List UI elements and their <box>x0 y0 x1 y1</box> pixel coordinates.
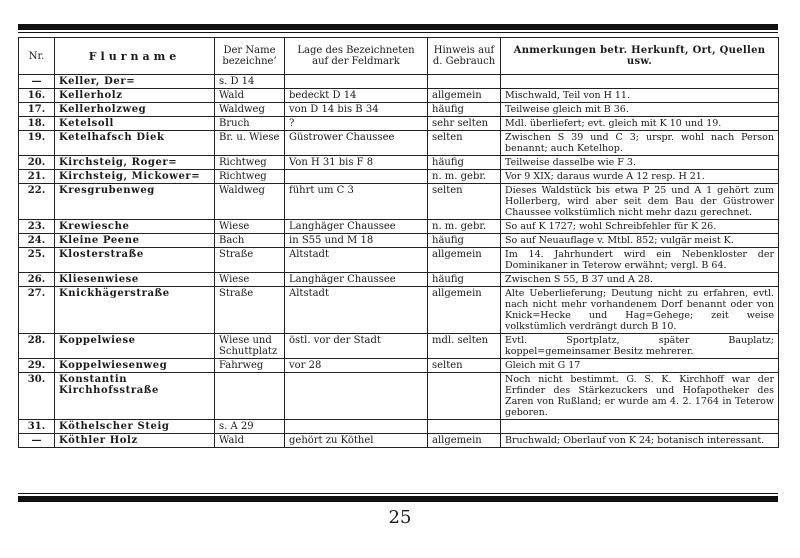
table-row <box>19 184 779 220</box>
row-anmerkung: So auf Neuauflage v. Mtbl. 852; vulgär meist K. <box>501 234 779 248</box>
row-name-bezeichnet: Waldweg <box>215 184 285 220</box>
row-hinweis: häufig <box>428 156 501 170</box>
row-hinweis: häufig <box>428 103 501 117</box>
row-anmerkung: Mischwald, Teil von H 11. <box>501 89 779 103</box>
row-flurname: Klosterstraße <box>55 248 215 273</box>
row-nr: 16. <box>19 89 55 103</box>
row-nr: — <box>19 434 55 448</box>
row-anmerkung: So auf K 1727; wohl Schreibfehler für K 26. <box>501 220 779 234</box>
row-lage: Altstadt <box>285 248 428 273</box>
row-nr: — <box>19 75 55 89</box>
row-flurname: Koppelwiesenweg <box>55 359 215 373</box>
row-anmerkung: Im 14. Jahrhundert wird ein Nebenkloster der Dominikaner in Teterow erwähnt; vergl. B 64. <box>501 248 779 273</box>
row-hinweis: n. m. gebr. <box>428 170 501 184</box>
header-flurname: Flurname <box>55 38 215 75</box>
row-anmerkung <box>501 420 779 434</box>
row-anmerkung <box>501 75 779 89</box>
header-name-bezeichnet: Der Name bezeichne’ <box>215 38 285 75</box>
row-flurname: Ketelsoll <box>55 117 215 131</box>
row-nr: 17. <box>19 103 55 117</box>
row-name-bezeichnet: Wald <box>215 89 285 103</box>
row-hinweis: n. m. gebr. <box>428 220 501 234</box>
row-name-bezeichnet: Bach <box>215 234 285 248</box>
row-name-bezeichnet: Wiese <box>215 220 285 234</box>
row-lage <box>285 170 428 184</box>
top-rule <box>18 24 778 30</box>
header-lage: Lage des Bezeichneten auf der Feldmark <box>285 38 428 75</box>
row-hinweis <box>428 373 501 420</box>
row-lage: führt um C 3 <box>285 184 428 220</box>
row-name-bezeichnet: Bruch <box>215 117 285 131</box>
row-anmerkung: Zwischen S 39 und C 3; urspr. wohl nach Person benannt; auch Ketelhop. <box>501 131 779 156</box>
row-flurname: Knickhägerstraße <box>55 287 215 334</box>
row-hinweis: allgemein <box>428 248 501 273</box>
row-flurname: Keller, Der= <box>55 75 215 89</box>
row-nr: 18. <box>19 117 55 131</box>
row-flurname: Kresgrubenweg <box>55 184 215 220</box>
table-row <box>19 234 779 248</box>
row-nr: 30. <box>19 373 55 420</box>
row-nr: 29. <box>19 359 55 373</box>
header-nr: Nr. <box>19 38 55 75</box>
row-lage: Güstrower Chaussee <box>285 131 428 156</box>
header-anmerkungen: Anmerkungen betr. Herkunft, Ort, Quellen usw. <box>501 38 779 75</box>
row-nr: 23. <box>19 220 55 234</box>
table-row <box>19 373 779 420</box>
row-anmerkung: Dieses Waldstück bis etwa P 25 und A 1 gehört zum Hollerberg, wird aber seit dem Bau der Güstrower Chaussee volkstümlich nicht mehr dazu gerechnet. <box>501 184 779 220</box>
row-flurname: Kleine Peene <box>55 234 215 248</box>
row-lage: von D 14 bis B 34 <box>285 103 428 117</box>
bottom-rule-thin <box>18 493 778 494</box>
row-lage <box>285 75 428 89</box>
row-hinweis <box>428 75 501 89</box>
row-hinweis: häufig <box>428 234 501 248</box>
row-anmerkung: Noch nicht bestimmt. G. S. K. Kirchhoff war der Erfinder des Stärkezuckers und Hofapotheker des Zaren von Rußland; er wurde am 4. 2. 1764 in Teterow geboren. <box>501 373 779 420</box>
row-anmerkung: Bruchwald; Oberlauf von K 24; botanisch interessant. <box>501 434 779 448</box>
row-lage: Langhäger Chaussee <box>285 273 428 287</box>
row-lage: ? <box>285 117 428 131</box>
table-row <box>19 273 779 287</box>
row-name-bezeichnet: Waldweg <box>215 103 285 117</box>
row-flurname: Kirchsteig, Roger= <box>55 156 215 170</box>
table-row <box>19 359 779 373</box>
row-lage <box>285 420 428 434</box>
row-anmerkung: Teilweise dasselbe wie F 3. <box>501 156 779 170</box>
table-row <box>19 420 779 434</box>
table-row <box>19 170 779 184</box>
row-lage: Langhäger Chaussee <box>285 220 428 234</box>
flurnamen-table <box>18 37 779 448</box>
row-anmerkung: Evtl. Sportplatz, später Bauplatz; koppel=gemeinsamer Besitz mehrerer. <box>501 334 779 359</box>
table-row <box>19 131 779 156</box>
row-anmerkung: Vor 9 XIX; daraus wurde A 12 resp. H 21. <box>501 170 779 184</box>
row-lage: Altstadt <box>285 287 428 334</box>
row-name-bezeichnet: Straße <box>215 287 285 334</box>
row-flurname: Köthler Holz <box>55 434 215 448</box>
top-rule-thin <box>18 32 778 33</box>
row-nr: 20. <box>19 156 55 170</box>
row-anmerkung: Zwischen S 55, B 37 und A 28. <box>501 273 779 287</box>
row-anmerkung: Gleich mit G 17 <box>501 359 779 373</box>
row-flurname: Köthelscher Steig <box>55 420 215 434</box>
row-flurname: Kellerholzweg <box>55 103 215 117</box>
row-lage: vor 28 <box>285 359 428 373</box>
table-header-row <box>19 38 779 75</box>
row-name-bezeichnet: Br. u. Wiese <box>215 131 285 156</box>
row-nr: 24. <box>19 234 55 248</box>
row-hinweis: allgemein <box>428 434 501 448</box>
row-nr: 27. <box>19 287 55 334</box>
row-hinweis: allgemein <box>428 89 501 103</box>
table-row <box>19 287 779 334</box>
table-row <box>19 103 779 117</box>
row-nr: 21. <box>19 170 55 184</box>
table-row <box>19 75 779 89</box>
row-name-bezeichnet: s. D 14 <box>215 75 285 89</box>
row-flurname: Kirchsteig, Mickower= <box>55 170 215 184</box>
row-flurname: Konstantin Kirchhofsstraße <box>55 373 215 420</box>
row-name-bezeichnet: Wiese <box>215 273 285 287</box>
row-nr: 31. <box>19 420 55 434</box>
table-row <box>19 220 779 234</box>
row-name-bezeichnet: Straße <box>215 248 285 273</box>
row-hinweis: selten <box>428 359 501 373</box>
page-number: 25 <box>388 507 412 528</box>
row-name-bezeichnet: Wald <box>215 434 285 448</box>
row-flurname: Krewiesche <box>55 220 215 234</box>
row-name-bezeichnet: Fahrweg <box>215 359 285 373</box>
row-hinweis: allgemein <box>428 287 501 334</box>
row-lage: Von H 31 bis F 8 <box>285 156 428 170</box>
row-name-bezeichnet <box>215 373 285 420</box>
row-flurname: Ketelhafsch Diek <box>55 131 215 156</box>
row-hinweis <box>428 420 501 434</box>
row-nr: 25. <box>19 248 55 273</box>
row-lage <box>285 373 428 420</box>
row-hinweis: selten <box>428 184 501 220</box>
table-row <box>19 89 779 103</box>
row-name-bezeichnet: Richtweg <box>215 170 285 184</box>
row-hinweis: selten <box>428 131 501 156</box>
table-row <box>19 248 779 273</box>
row-name-bezeichnet: Wiese und Schuttplatz <box>215 334 285 359</box>
row-lage: östl. vor der Stadt <box>285 334 428 359</box>
table-row <box>19 156 779 170</box>
row-hinweis: sehr selten <box>428 117 501 131</box>
row-anmerkung: Alte Ueberlieferung; Deutung nicht zu erfahren, evtl. nach nicht mehr vorhandenem Dorf benannt oder von Knick=Hecke und Hag=Gehege; zeit weise volkstümlich verdrängt durch B 10. <box>501 287 779 334</box>
bottom-rule <box>18 496 778 502</box>
table-row <box>19 117 779 131</box>
header-hinweis: Hinweis auf d. Gebrauch <box>428 38 501 75</box>
row-nr: 28. <box>19 334 55 359</box>
row-anmerkung: Mdl. überliefert; evt. gleich mit K 10 und 19. <box>501 117 779 131</box>
row-lage: gehört zu Köthel <box>285 434 428 448</box>
row-flurname: Koppelwiese <box>55 334 215 359</box>
row-nr: 22. <box>19 184 55 220</box>
row-name-bezeichnet: s. A 29 <box>215 420 285 434</box>
row-flurname: Kellerholz <box>55 89 215 103</box>
row-flurname: Kliesenwiese <box>55 273 215 287</box>
row-nr: 19. <box>19 131 55 156</box>
row-lage: bedeckt D 14 <box>285 89 428 103</box>
row-anmerkung: Teilweise gleich mit B 36. <box>501 103 779 117</box>
table-row <box>19 334 779 359</box>
row-lage: in S55 und M 18 <box>285 234 428 248</box>
row-name-bezeichnet: Richtweg <box>215 156 285 170</box>
row-nr: 26. <box>19 273 55 287</box>
row-hinweis: häufig <box>428 273 501 287</box>
row-hinweis: mdl. selten <box>428 334 501 359</box>
table-row <box>19 434 779 448</box>
